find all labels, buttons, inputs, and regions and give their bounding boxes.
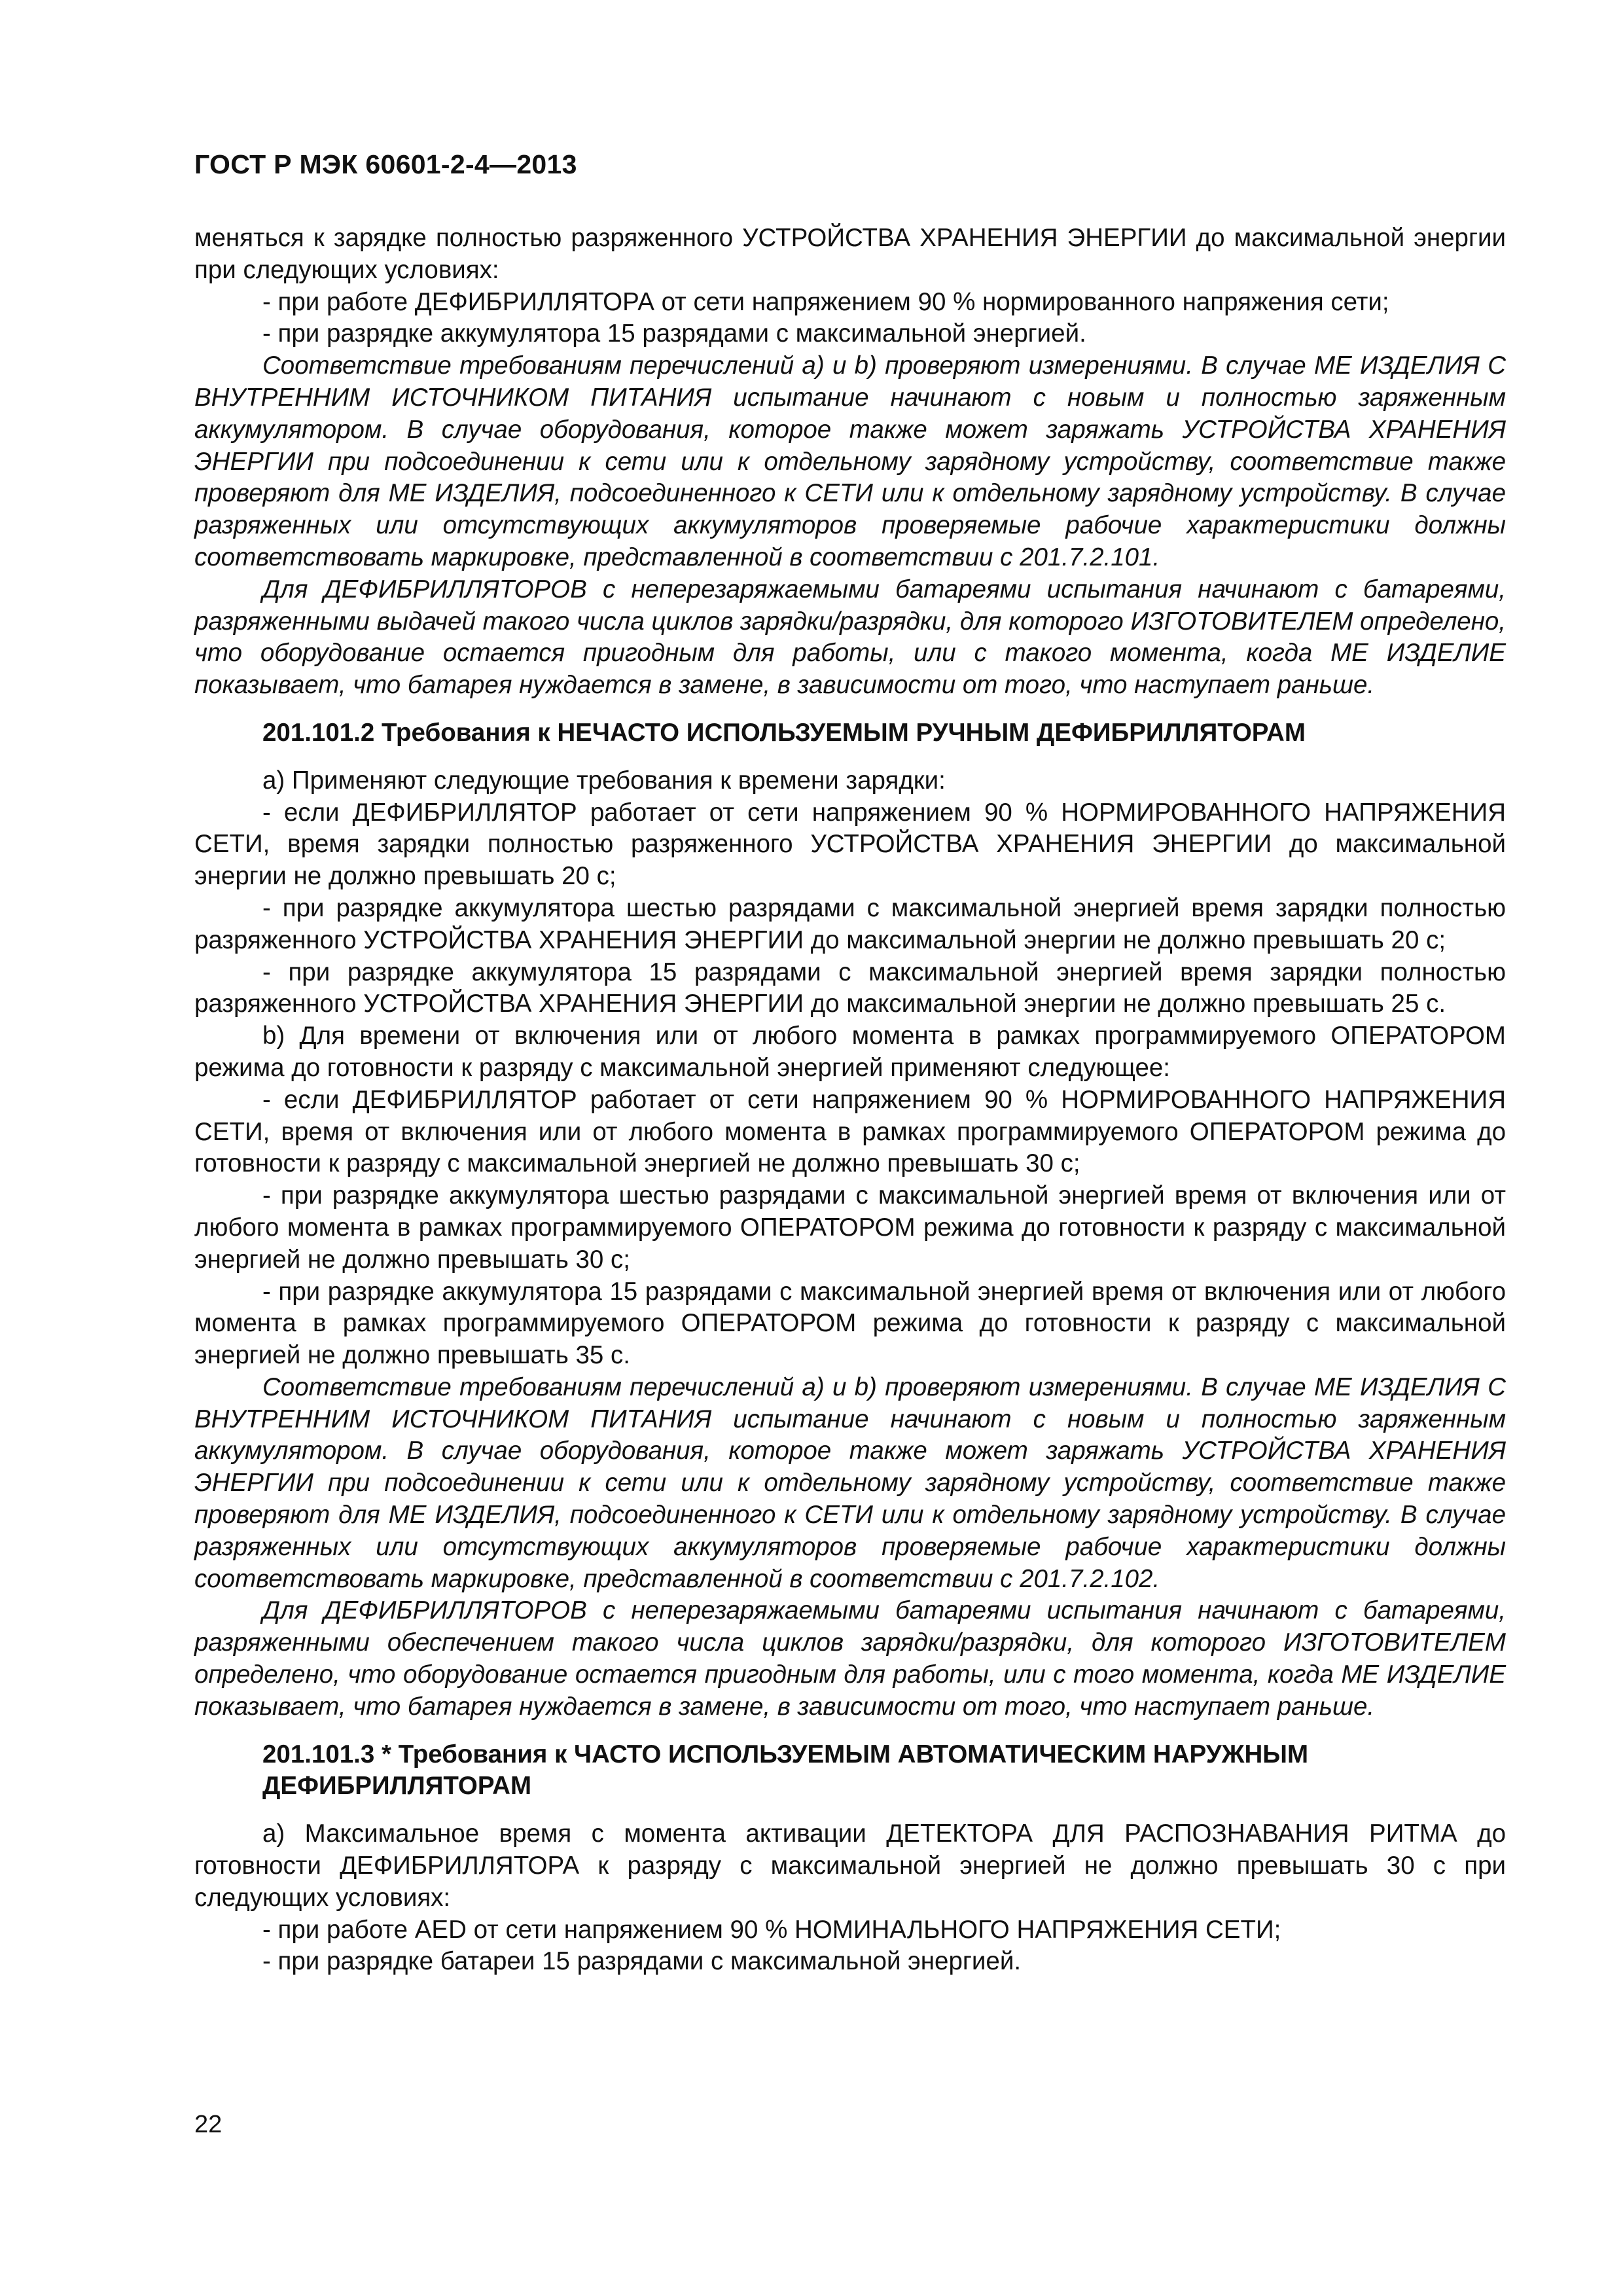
- list-item: - при разрядке аккумулятора 15 разрядами с максимальной энергией время от включения или от любого момента в рамках программируемого ОПЕРАТОРОМ режима до готовности к разряду с максимальной энергией не должно превышать 35 с.: [194, 1277, 1506, 1370]
- list-item: - если ДЕФИБРИЛЛЯТОР работает от сети напряжением 90 % НОРМИРОВАННОГО НАПРЯЖЕНИЯ СЕТИ, время зарядки полностью разряженного УСТРОЙСТВА ХРАНЕНИЯ ЭНЕРГИИ до максимальной энергии не должно превышать 20 с;: [194, 798, 1506, 891]
- page-number: 22: [194, 2111, 223, 2138]
- list-item: - при работе ДЕФИБРИЛЛЯТОРА от сети напряжением 90 % нормированного напряжения сети;: [262, 287, 1389, 316]
- compliance-note: Соответствие требованиям перечислений a) и b) проверяют измерениями. В случае МЕ ИЗДЕЛИЯ С ВНУТРЕННИМ ИСТОЧНИКОМ ПИТАНИЯ испытание начинают с новым и полностью заряженным аккумулятором. В случае оборудования, которое также может заряжать УСТРОЙСТВА ХРАНЕНИЯ ЭНЕРГИИ при подсоединении к сети или к отдельному зарядному устройству, соответствие также проверяют для МЕ ИЗДЕЛИЯ, подсоединенного к СЕТИ или к отдельному зарядному устройству. В случае разряженных или отсутствующих аккумуляторов проверяемые рабочие характеристики должны соответствовать маркировке, представленной в соответствии с 201.7.2.101.: [194, 351, 1506, 571]
- paragraph: a) Применяют следующие требования к времени зарядки:: [262, 766, 946, 795]
- page-header-standard: ГОСТ Р МЭК 60601-2-4—2013: [194, 149, 577, 179]
- paragraph: меняться к зарядке полностью разряженного УСТРОЙСТВА ХРАНЕНИЯ ЭНЕРГИИ до максимальной энергии при следующих условиях:: [194, 224, 1506, 284]
- paragraph: a) Максимальное время с момента активации ДЕТЕКТОРА ДЛЯ РАСПОЗНАВАНИЯ РИТМА до готовности ДЕФИБРИЛЛЯТОРА к разряду с максимальной энергией не должно превышать 30 с при следующих условиях:: [194, 1820, 1506, 1912]
- compliance-note: Для ДЕФИБРИЛЛЯТОРОВ с неперезаряжаемыми батареями испытания начинают с батареями, разряженными выдачей такого числа циклов зарядки/разрядки, для которого ИЗГОТОВИТЕЛЕМ определено, что оборудование остается пригодным для работы, или с такого момента, когда МЕ ИЗДЕЛИЕ показывает, что батарея нуждается в замене, в зависимости от того, что наступает раньше.: [194, 575, 1506, 700]
- section-heading-201-101-2: 201.101.2 Требования к НЕЧАСТО ИСПОЛЬЗУЕМЫМ РУЧНЫМ ДЕФИБРИЛЛЯТОРАМ: [262, 718, 1306, 747]
- list-item: - при разрядке аккумулятора 15 разрядами с максимальной энергией время зарядки полностью разряженного УСТРОЙСТВА ХРАНЕНИЯ ЭНЕРГИИ до максимальной энергии не должно превышать 25 с.: [194, 958, 1506, 1018]
- paragraph: b) Для времени от включения или от любого момента в рамках программируемого ОПЕРАТОРОМ режима до готовности к разряду с максимальной энергией применяют следующее:: [194, 1022, 1506, 1082]
- document-body: [194, 223, 1506, 1978]
- list-item: - при разрядке аккумулятора 15 разрядами с максимальной энергией.: [262, 319, 1086, 348]
- list-item: - при разрядке аккумулятора шестью разрядами с максимальной энергией время зарядки полностью разряженного УСТРОЙСТВА ХРАНЕНИЯ ЭНЕРГИИ до максимальной энергии не должно превышать 20 с;: [194, 893, 1506, 954]
- section-heading-201-101-3: 201.101.3 * Требования к ЧАСТО ИСПОЛЬЗУЕМЫМ АВТОМАТИЧЕСКИМ НАРУЖНЫМ ДЕФИБРИЛЛЯТОРАМ: [262, 1740, 1309, 1801]
- list-item: - если ДЕФИБРИЛЛЯТОР работает от сети напряжением 90 % НОРМИРОВАННОГО НАПРЯЖЕНИЯ СЕТИ, время от включения или от любого момента в рамках программируемого ОПЕРАТОРОМ режима до готовности к разряду с максимальной энергией не должно превышать 30 с;: [194, 1085, 1506, 1178]
- list-item: - при разрядке батареи 15 разрядами с максимальной энергией.: [262, 1947, 1022, 1976]
- compliance-note: Для ДЕФИБРИЛЛЯТОРОВ с неперезаряжаемыми батареями испытания начинают с батареями, разряженными обеспечением такого числа циклов зарядки/разрядки, для которого ИЗГОТОВИТЕЛЕМ определено, что оборудование остается пригодным для работы, или с того момента, когда МЕ ИЗДЕЛИЕ показывает, что батарея нуждается в замене, в зависимости от того, что наступает раньше.: [194, 1596, 1506, 1721]
- list-item: - при работе AED от сети напряжением 90 % НОМИНАЛЬНОГО НАПРЯЖЕНИЯ СЕТИ;: [262, 1915, 1281, 1944]
- list-item: - при разрядке аккумулятора шестью разрядами с максимальной энергией время от включения или от любого момента в рамках программируемого ОПЕРАТОРОМ режима до готовности к разряду с максимальной энергией не должно превышать 30 с;: [194, 1181, 1506, 1274]
- compliance-note: Соответствие требованиям перечислений a) и b) проверяют измерениями. В случае МЕ ИЗДЕЛИЯ С ВНУТРЕННИМ ИСТОЧНИКОМ ПИТАНИЯ испытание начинают с новым и полностью заряженным аккумулятором. В случае оборудования, которое также может заряжать УСТРОЙСТВА ХРАНЕНИЯ ЭНЕРГИИ при подсоединении к сети или к отдельному зарядному устройству, соответствие также проверяют для МЕ ИЗДЕЛИЯ, подсоединенного к СЕТИ или к отдельному зарядному устройству. В случае разряженных или отсутствующих аккумуляторов проверяемые рабочие характеристики должны соответствовать маркировке, представленной в соответствии с 201.7.2.102.: [194, 1372, 1506, 1593]
